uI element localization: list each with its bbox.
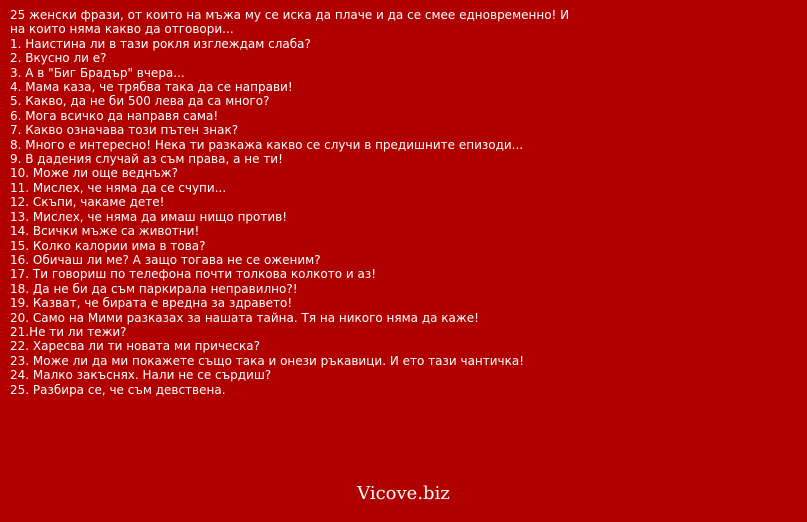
site-watermark: Vicove.biz bbox=[357, 483, 450, 504]
list-item: 1. Наистина ли в тази рокля изглеждам слаба? bbox=[10, 36, 311, 51]
list-item: 22. Харесва ли ти новата ми прическа? bbox=[10, 339, 260, 354]
list-item: 18. Да не би да съм паркирала неправилно?! bbox=[10, 281, 298, 296]
list-item: 12. Скъпи, чакаме дете! bbox=[10, 195, 165, 210]
list-item: 14. Всички мъже са животни! bbox=[10, 224, 200, 239]
list-item: 6. Мога всичко да направя сама! bbox=[10, 108, 219, 123]
list-item: 20. Само на Мими разказах за нашата тайна. Тя на никого няма да каже! bbox=[10, 310, 479, 325]
list-item: 7. Какво означава този пътен знак? bbox=[10, 123, 239, 138]
list-item: 9. В дадения случай аз съм права, а не ти! bbox=[10, 152, 283, 167]
list-item: 15. Колко калории има в това? bbox=[10, 238, 206, 253]
list-item: 5. Какво, да не би 500 лева да са много? bbox=[10, 94, 270, 109]
list-item: 13. Мислех, че няма да имаш нищо против! bbox=[10, 209, 288, 224]
intro-line-1: 25 женски фрази, от които на мъжа му се иска да плаче и да се смее едновременно! И bbox=[10, 8, 570, 22]
list-item: 4. Мама каза, че трябва така да се направи! bbox=[10, 80, 293, 95]
list-item: 10. Може ли още веднъж? bbox=[10, 166, 178, 181]
list-item: 24. Малко закъснях. Нали не се сърдиш? bbox=[10, 368, 272, 383]
phrase-list bbox=[10, 37, 600, 397]
list-item: 8. Много е интересно! Нека ти разкажа какво се случи в предишните епизоди... bbox=[10, 137, 524, 152]
list-item: 16. Обичаш ли ме? А защо тогава не се оженим? bbox=[10, 252, 321, 267]
list-item: 25. Разбира се, че съм девствена. bbox=[10, 382, 226, 397]
joke-text-block bbox=[10, 8, 600, 397]
list-item: 2. Вкусно ли е? bbox=[10, 51, 107, 66]
list-item: 17. Ти говориш по телефона почти толкова колкото и аз! bbox=[10, 267, 377, 282]
list-item: 21.Не ти ли тежи? bbox=[10, 324, 127, 339]
list-item: 23. Може ли да ми покажете също така и онези ръкавици. И ето тази чантичка! bbox=[10, 353, 525, 368]
list-item: 19. Казват, че бирата е вредна за здравето! bbox=[10, 296, 293, 311]
intro-line-2: на които няма какво да отговори... bbox=[10, 22, 234, 37]
list-item: 11. Мислех, че няма да се счупи... bbox=[10, 180, 227, 195]
list-item: 3. А в "Биг Брадър" вчера... bbox=[10, 65, 185, 80]
